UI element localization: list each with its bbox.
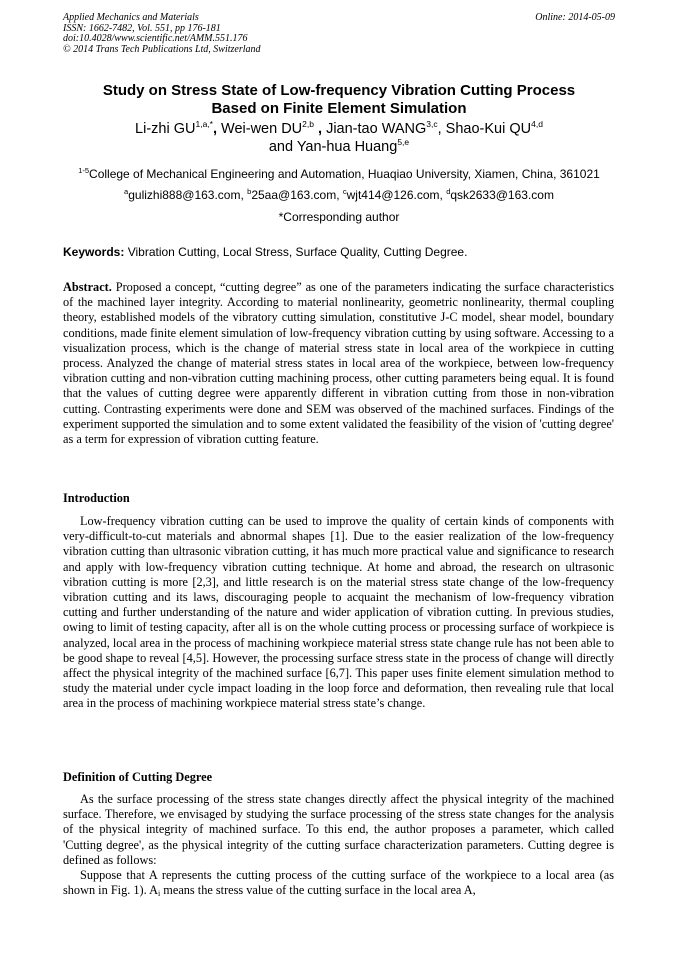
author-line-2 [60, 138, 618, 156]
introduction-paragraph: Low-frequency vibration cutting can be used to improve the quality of certain kinds of components with very-difficult-to-cut materials and abnormal shapes [1]. Due to the easier realization of the low-frequency vibration cutting than ultrasonic vibration cutting, it has much more practical value and significance to research and apply with low-frequency vibration cutting technique. At home and abroad, the research on ultrasonic vibration cutting is more [2,3], and little research is on the material stress state change of the low-frequency vibration cutting and its laws, discouraging people to acquaint the mechanism of low-frequency vibration cutting and further understanding of the nature and wider application of vibration cutting. In previous studies, owing to limit of testing capacity, after all is on the whole cutting process or processing surface of workpiece is analyzed, local area in the process of machining workpiece material stress state change rule has not been able to be good shape to reveal [4,5]. However, the processing surface stress state in the process of change will directly affect the physical integrity of the machined surface [6,7]. This paper uses finite element simulation method to study the material under cycle impact loading in the loop force and deformation, then revealing rule that local area in the process of machining workpiece material stress state’s change. [63, 514, 614, 711]
author-line-1 [60, 120, 618, 138]
email-list [60, 188, 618, 202]
email-address: wjt414@126.com, [346, 188, 447, 202]
email-mark: b [247, 187, 252, 196]
email-mark: c [342, 187, 347, 196]
title-line-2: Based on Finite Element Simulation [211, 100, 467, 117]
definition-paragraph-2 [63, 868, 614, 898]
subscript-i: i [157, 889, 161, 899]
author-affil-mark: 3,c [426, 119, 438, 129]
issn-line: ISSN: 1662-7482, Vol. 551, pp 176-181 [63, 22, 221, 34]
abstract-label: Abstract. [63, 280, 112, 294]
definition-paragraph-1: As the surface processing of the stress state changes directly affect the physical integrity of the machined surface. Therefore, we envisaged by studying the surface processing of the stress state changes for the analysis of the physical integrity of machined surface. To this end, the author proposes a parameter, which called 'Cutting degree', as the physical integrity of the cutting surface characterization parameters. Cutting degree is defined as follows: [63, 792, 614, 867]
definition-text-b: means the stress value of the cutting surface in the local area A, [160, 883, 476, 898]
email-address: qsk2633@163.com [450, 188, 554, 202]
affiliation [60, 167, 618, 181]
keywords-text: Vibration Cutting, Local Stress, Surface Quality, Cutting Degree. [124, 245, 468, 259]
email-mark: d [446, 187, 451, 196]
email-mark: a [124, 187, 129, 196]
author-name: Shao-Kui QU [445, 121, 532, 137]
corresponding-author: *Corresponding author [278, 210, 400, 224]
definition-text-a: Suppose that A represents the cutting process of the cutting surface of the workpiece to a local area (as shown in Fig. 1). A [63, 868, 614, 898]
copyright-line: © 2014 Trans Tech Publications Ltd, Switzerland [63, 43, 261, 55]
keywords [63, 245, 618, 259]
abstract-text: Proposed a concept, “cutting degree” as one of the parameters indicating the surface characteristics of the machined layer integrity. According to material nonlinearity, geometric nonlinearity, thermal coupling theory, established models of the vibratory cutting simulation, constitutive J-C model, shear model, boundary conditions, made finite element simulation of low-frequency vibration cutting by using software. Accessing to a visualization process, which is the change of material stress state in local area of the workpiece in cutting process. Analyzed the change of material stress states in local area of the workpiece, between low-frequency vibration cutting and non-vibration cutting machining process, other cutting parameters being equal. It is found that the values of cutting degree were apparently different in vibration cutting from those in non-vibration cutting. Contrasting experiments were done and SEM was observed of the machined surfaces. Findings of the experiment supported the simulation and to some extent validated the feasibility of the vision of 'cutting degree' as a term for expression of vibration cutting feature. [63, 280, 614, 447]
author-name: Wei-wen DU [221, 121, 303, 137]
author-affil-mark: 5,e [397, 137, 410, 147]
author-separator: , [437, 121, 446, 137]
journal-name: Applied Mechanics and Materials [63, 12, 199, 23]
author-joiner: and [268, 139, 297, 155]
author-affil-mark: 2,b [302, 119, 314, 129]
keywords-label: Keywords: [63, 245, 125, 259]
author-name: Jian-tao WANG [326, 121, 427, 137]
author-affil-mark: 4,d [531, 119, 543, 129]
author-name: Yan-hua Huang [296, 139, 398, 155]
email-address: gulizhi888@163.com, [128, 188, 248, 202]
online-date: Online: 2014-05-09 [535, 12, 615, 23]
introduction-heading: Introduction [63, 491, 130, 505]
author-list [60, 120, 618, 156]
author-separator: , [212, 121, 222, 137]
definition-heading: Definition of Cutting Degree [63, 770, 213, 784]
author-name: Li-zhi GU [135, 121, 196, 137]
abstract [63, 280, 614, 447]
definition-section [63, 792, 614, 898]
affiliation-mark: 1-5 [78, 166, 90, 175]
doi-line: doi:10.4028/www.scientific.net/AMM.551.176 [63, 33, 248, 44]
email-address: 25aa@163.com, [251, 188, 343, 202]
author-separator: , [313, 121, 327, 137]
introduction-section [63, 514, 614, 712]
author-affil-mark: 1,a,* [195, 119, 213, 129]
title-line-1: Study on Stress State of Low-frequency Vibration Cutting Process [102, 82, 576, 99]
affiliation-text: College of Mechanical Engineering and Automation, Huaqiao University, Xiamen, China, 361021 [89, 167, 600, 181]
paper-title [60, 82, 618, 118]
journal-header [63, 13, 261, 55]
